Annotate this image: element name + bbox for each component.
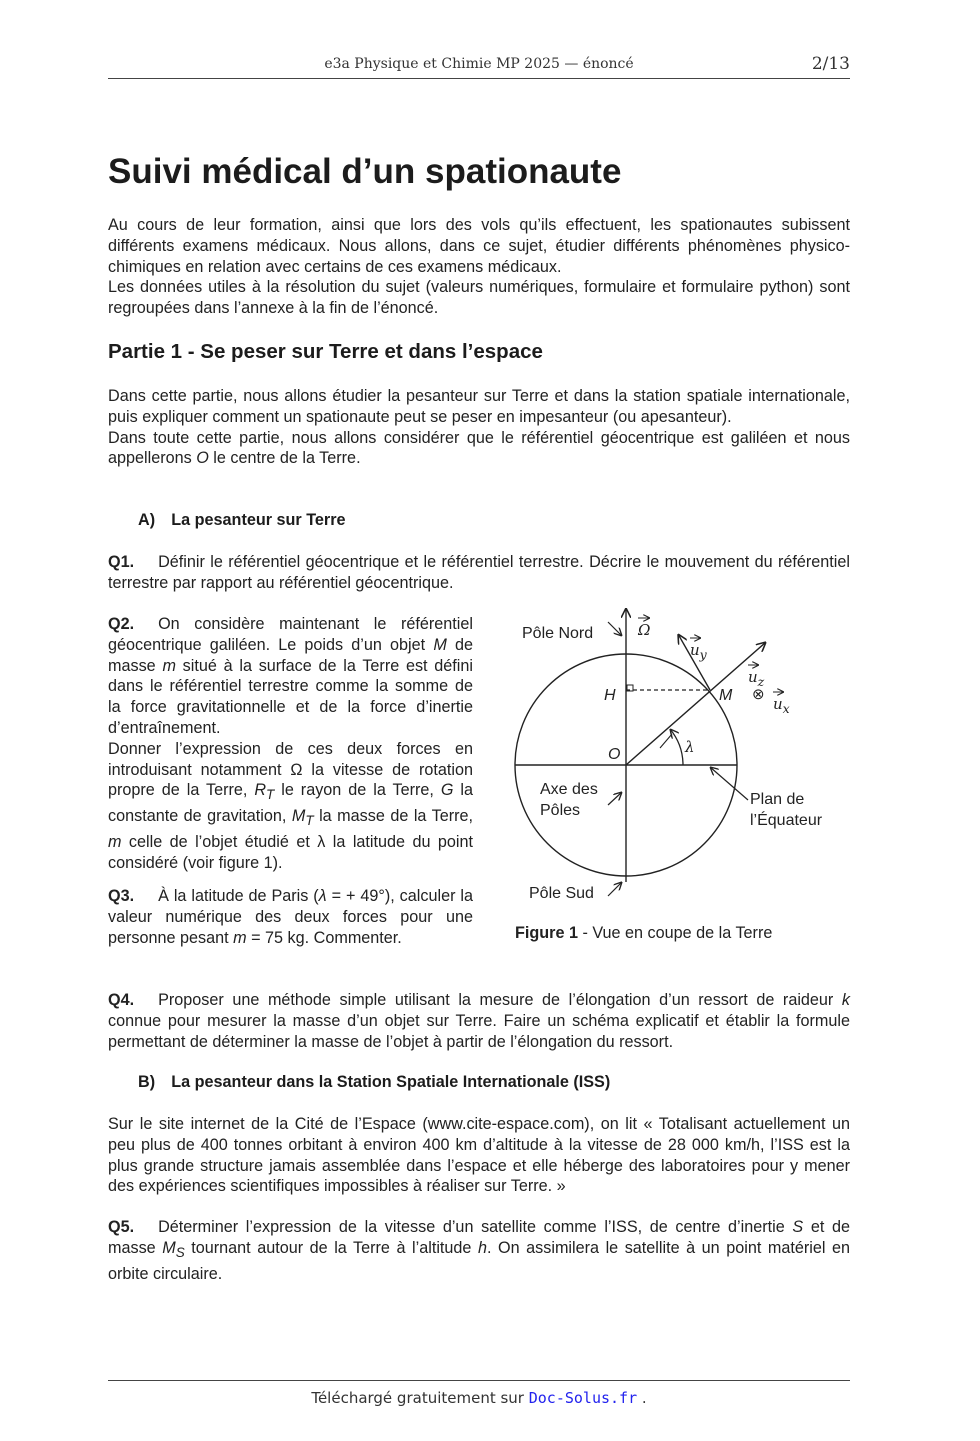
figure-caption-label: Figure 1 xyxy=(515,924,578,942)
running-title: e3a Physique et Chimie MP 2025 — énoncé xyxy=(324,56,634,72)
q5-label: Q5. xyxy=(108,1218,135,1236)
part1-intro-3: le centre de la Terre. xyxy=(208,449,361,468)
q2-var-m: m xyxy=(108,833,122,852)
pointer-pole-nord xyxy=(608,622,622,636)
section-a-title: A) La pesanteur sur Terre xyxy=(138,511,346,529)
earth-cross-section-figure xyxy=(500,600,840,910)
q2-text: la constante de gravitation, xyxy=(108,781,473,826)
q2-var-R: R xyxy=(254,781,267,800)
label-pole-sud: Pôle Sud xyxy=(529,885,594,902)
q3-text: = 75 kg. Commenter. xyxy=(246,928,402,947)
label-axe-poles-1: Axe des xyxy=(540,781,598,798)
page-header xyxy=(108,52,850,79)
question-q4 xyxy=(108,990,850,1052)
q5-sub-S: S xyxy=(175,1245,185,1261)
pointer-latitude xyxy=(660,734,672,748)
q2-text: On considère maintenant le référentiel géocentrique galiléen. Le poids d’un objet xyxy=(108,615,473,654)
q1-text: Définir le référentiel géocentrique et le référentiel terrestre. Décrire le mouvement du référentiel terrestre par rapport au référentiel géocentrique. xyxy=(108,553,850,592)
question-q5 xyxy=(108,1217,850,1285)
q4-text: Proposer une méthode simple utilisant la mesure de l’élongation d’un ressort de raideur xyxy=(158,991,842,1009)
q2-text: celle de l’objet étudié et λ la latitude du point considéré (voir figure 1). xyxy=(108,833,473,873)
figure-caption xyxy=(515,924,772,943)
intro-text-1: Au cours de leur formation, ainsi que lors des vols qu’ils effectuent, les spationautes subissent différents examens médicaux. Nous allons, dans ce sujet, étudier différents phénomènes physico-chimiques en relation avec certains de ces examens médicaux. xyxy=(108,216,850,276)
q2-text: situé à la surface de la Terre est défini dans le référentiel terrestre comme la somme de la force gravitationnelle et de la force d’inertie d’entraînement. xyxy=(108,656,473,737)
footer-link[interactable]: Doc-Solus.fr xyxy=(528,1389,638,1407)
q5-text: tournant autour de la Terre à l’altitude xyxy=(184,1238,478,1257)
q3-var-m: m xyxy=(233,928,247,947)
q2-text: la masse de la Terre, xyxy=(313,807,473,826)
label-point-H: H xyxy=(604,687,616,704)
pointer-pole-sud xyxy=(608,882,622,896)
page-title: Suivi médical d’un spationaute xyxy=(108,152,622,191)
question-q2 xyxy=(108,614,473,874)
question-q1 xyxy=(108,552,850,594)
q5-text: Déterminer l’expression de la vitesse d’un satellite comme l’ISS, de centre d’inertie xyxy=(158,1218,793,1236)
q2-sub-T: T xyxy=(266,787,275,803)
label-omega-vector: Ω xyxy=(638,621,651,639)
q5-var-S: S xyxy=(792,1218,804,1236)
page-number: 2/13 xyxy=(811,54,850,74)
section-b-title: B) La pesanteur dans la Station Spatiale Internationale (ISS) xyxy=(138,1073,611,1091)
label-uy-vector: $u_y$ xyxy=(690,641,707,662)
q2-var-M: M xyxy=(433,635,447,654)
q3-label: Q3. xyxy=(108,887,135,905)
part1-intro-2: Dans toute cette partie, nous allons considérer que le référentiel géocentrique est galiléen et nous appellerons xyxy=(108,428,850,468)
q4-text: connue pour mesurer la masse d’un objet sur Terre. Faire un schéma explicatif et établir la formule permettant de déterminer la masse de l’objet à partir de l’élongation du ressort. xyxy=(108,1011,850,1051)
part1-intro xyxy=(108,386,850,469)
q4-label: Q4. xyxy=(108,991,135,1009)
q5-var-h: h xyxy=(477,1238,487,1257)
part1-intro-1: Dans cette partie, nous allons étudier la pesanteur sur Terre et dans la station spatiale internationale, puis expliquer comment un spationaute peut se peser en impesanteur (ou apesanteur). xyxy=(108,387,850,426)
q2-var-G: G xyxy=(440,781,454,800)
part1-title: Partie 1 - Se peser sur Terre et dans l’espace xyxy=(108,340,543,363)
label-pole-nord: Pôle Nord xyxy=(522,625,594,642)
into-page-icon: ⊗ xyxy=(752,686,765,703)
label-plan-equateur-1: Plan de xyxy=(750,791,805,808)
pointer-axe-poles xyxy=(608,792,622,805)
label-axe-poles-2: Pôles xyxy=(540,802,581,819)
q3-text: À la latitude de Paris ( xyxy=(158,887,319,905)
footer-text: Téléchargé gratuitement sur xyxy=(311,1389,529,1407)
q2-sub-T: T xyxy=(305,813,314,829)
label-uz-vector: $u_z$ xyxy=(748,668,765,689)
q2-text: le rayon de la Terre, xyxy=(274,781,441,800)
q5-var-M: M xyxy=(162,1238,176,1257)
label-point-M: M xyxy=(719,687,733,704)
intro-paragraph xyxy=(108,215,850,319)
q3-var-lambda: λ xyxy=(318,887,327,905)
pointer-plan-equateur xyxy=(710,767,748,800)
q2-var-m: m xyxy=(162,656,176,675)
label-point-O: O xyxy=(608,746,621,763)
q2-text: de masse xyxy=(108,635,473,675)
part1-intro-O: O xyxy=(196,449,209,468)
label-ux-vector: $u_x$ xyxy=(773,695,790,716)
q2-label: Q2. xyxy=(108,615,135,633)
q2-text: Donner l’expression de ces deux forces en introduisant notamment Ω la vitesse de rotation propre de la Terre, xyxy=(108,739,473,800)
question-q3 xyxy=(108,886,473,948)
q5-text: . On assimilera le satellite à un point matériel en orbite circulaire. xyxy=(108,1238,850,1283)
iss-quote-paragraph: Sur le site internet de la Cité de l’Espace (www.cite-espace.com), on lit « Totalisant actuellement un peu plus de 400 tonnes orbitant à environ 400 km d’altitude à la vitesse de 28 000 km/h, l’ISS est la plus grande structure jamais assemblée dans l’espace et elle héberge des laboratoires pour y mener des expériences scientifiques impossibles à réaliser sur Terre. » xyxy=(108,1115,850,1196)
q5-text: et de masse xyxy=(108,1218,850,1257)
intro-text-2: Les données utiles à la résolution du sujet (valeurs numériques, formulaire et formulaire python) sont regroupées dans l’annexe à la fin de l’énoncé. xyxy=(108,278,850,318)
q2-var-M: M xyxy=(291,807,306,826)
q3-text: = + 49°), calculer la valeur numérique des deux forces pour une personne pesant xyxy=(108,887,473,947)
q1-label: Q1. xyxy=(108,553,135,571)
q4-var-k: k xyxy=(841,991,850,1009)
label-lambda: λ xyxy=(685,738,695,756)
page-footer xyxy=(108,1380,850,1407)
label-plan-equateur-2: l’Équateur xyxy=(750,812,823,829)
figure-caption-text: - Vue en coupe de la Terre xyxy=(577,924,773,942)
footer-end: . xyxy=(637,1389,647,1407)
